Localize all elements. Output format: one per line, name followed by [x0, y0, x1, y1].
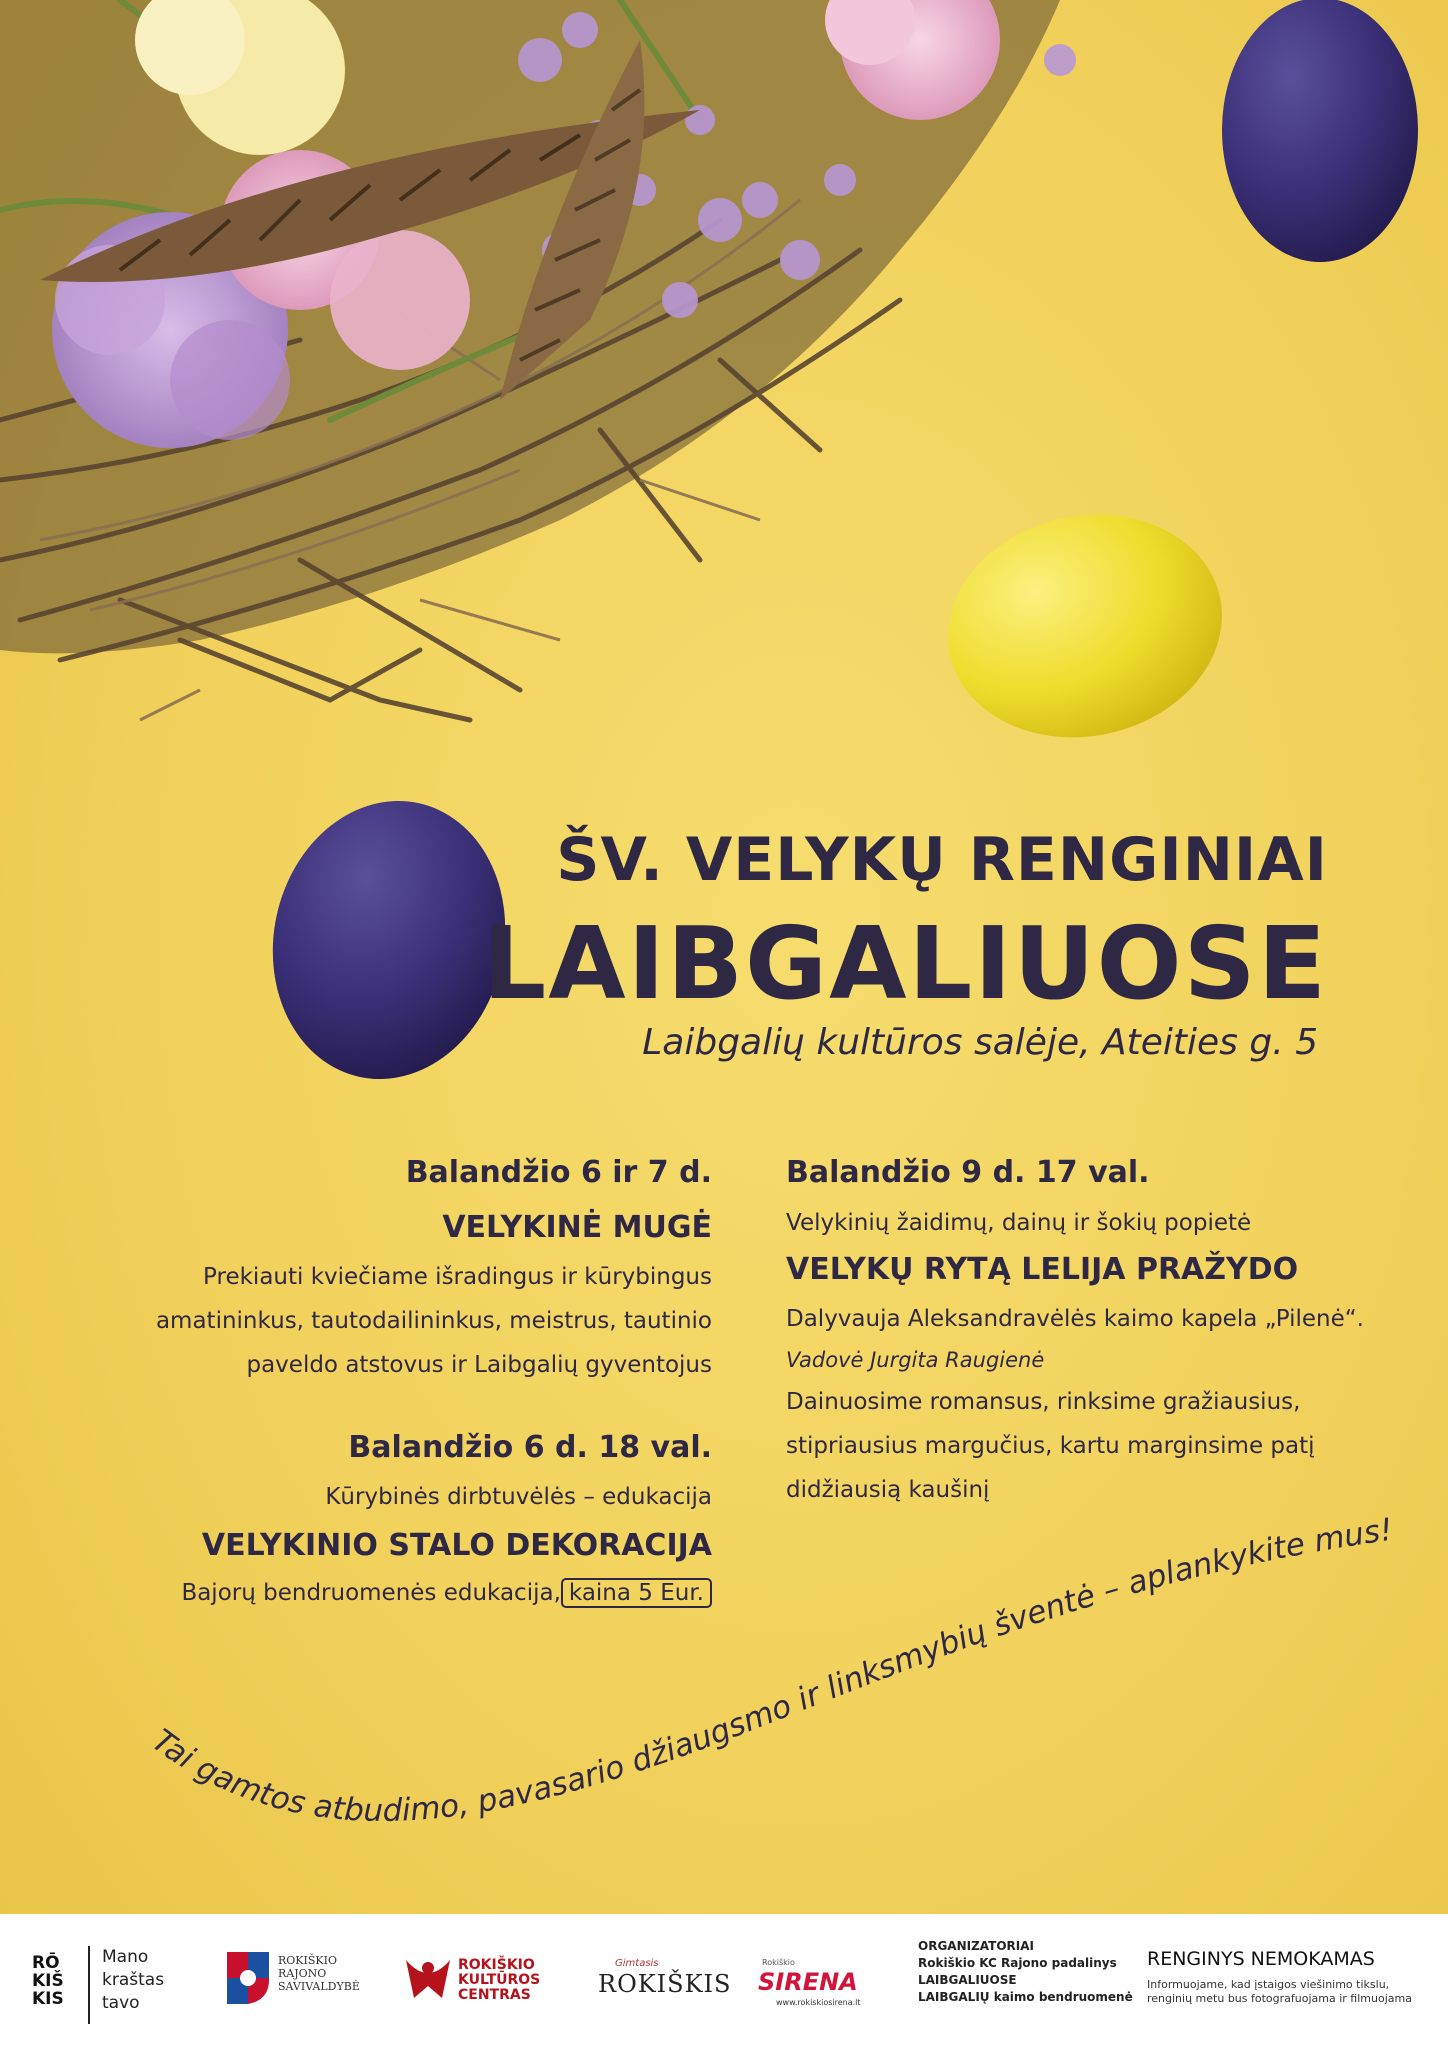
- text-line: paveldo atstovus ir Laibgalių gyventojus: [246, 1352, 712, 1378]
- event-description: [100, 1255, 712, 1387]
- sirena-logo: SIRENA: [758, 1968, 858, 1996]
- text-line: amatininkus, tautodailininkus, meistrus, tautinio: [155, 1308, 712, 1334]
- gimtasis-rokiskis-logo: ROKIŠKIS: [598, 1970, 732, 1998]
- organizers-line: Rokiškio KC Rajono padalinys: [918, 1956, 1117, 1970]
- coat-of-arms-icon: [225, 1950, 271, 2006]
- text-line: Prekiauti kviečiame išradingus ir kūrybingus: [203, 1264, 712, 1290]
- free-event-title: RENGINYS NEMOKAMAS: [1147, 1948, 1375, 1970]
- logo-tagline: [102, 1946, 164, 2015]
- logo-line: SAVIVALDYBĖ: [278, 1980, 360, 1993]
- sirena-url: www.rokiskiosirena.lt: [776, 1998, 861, 2007]
- organizers-line: ORGANIZATORIAI: [918, 1939, 1034, 1953]
- note-line: Informuojame, kad įstaigos viešinimo tikslu,: [1147, 1978, 1390, 1991]
- page-title-location: LAIBGALIUOSE: [482, 905, 1328, 1022]
- divider: [88, 1946, 90, 2024]
- svg-text:Tai gamtos atbudimo, pavasario: [145, 1512, 1395, 1829]
- event-date: Balandžio 9 d. 17 val.: [786, 1155, 1150, 1190]
- culture-center-icon: [402, 1956, 454, 2002]
- event-title: VELYKŲ RYTĄ LELIJA PRAŽYDO: [786, 1252, 1299, 1287]
- tagline-line: kraštas: [102, 1970, 165, 1990]
- event-description: [786, 1380, 1386, 1512]
- page-title: ŠV. VELYKŲ RENGINIAI: [556, 825, 1328, 895]
- gimtasis-label: Gimtasis: [615, 1958, 659, 1969]
- logo-line: KULTŪROS: [458, 1972, 541, 1988]
- tagline-line: tavo: [102, 1993, 140, 2013]
- venue-text: Laibgalių kultūros salėje, Ateities g. 5: [642, 1022, 1318, 1063]
- culture-center-logo: [458, 1958, 540, 2003]
- organizers: [918, 1938, 1133, 2006]
- event-subtitle: Velykinių žaidimų, dainų ir šokių popietė: [786, 1210, 1252, 1236]
- rokiskis-logo: RŌ KIŠ KIS: [32, 1953, 64, 2009]
- event-date: Balandžio 6 d. 18 val.: [348, 1430, 712, 1465]
- logo-line: ROKIŠKIO: [458, 1957, 535, 1973]
- organizers-line: LAIBGALIŲ kaimo bendruomenė: [918, 1990, 1133, 2004]
- text-line: stipriausius margučius, kartu marginsime patį: [786, 1433, 1315, 1459]
- event-text: Dalyvauja Aleksandravėlės kaimo kapela „Pilenė“.: [786, 1306, 1364, 1332]
- event-title: VELYKINIO STALO DEKORACIJA: [201, 1528, 712, 1563]
- municipality-logo: [278, 1954, 360, 1993]
- slogan-text: Tai gamtos atbudimo, pavasario džiaugsmo ir linksmybių šventė – aplankykite mus!: [145, 1511, 1395, 1830]
- logo-line: RAJONO: [278, 1967, 327, 1980]
- sirena-small: Rokiškio: [762, 1958, 795, 1967]
- text-line: Dainuosime romansus, rinksime gražiausius,: [786, 1389, 1301, 1415]
- logo-line: CENTRAS: [458, 1987, 531, 2003]
- text-line: Bajorų bendruomenės edukacija,: [181, 1580, 561, 1606]
- event-leader: Vadovė Jurgita Raugienė: [786, 1348, 1045, 1372]
- event-title: VELYKINĖ MUGĖ: [442, 1210, 712, 1245]
- logo-line: ROKIŠKIO: [278, 1954, 337, 1967]
- event-date: Balandžio 6 ir 7 d.: [405, 1155, 712, 1190]
- organizers-line: LAIBGALIUOSE: [918, 1973, 1017, 1987]
- free-event-note: [1147, 1978, 1412, 2006]
- footer: [0, 1914, 1448, 2048]
- price-badge: kaina 5 Eur.: [561, 1578, 712, 1608]
- slogan-curve: [0, 1500, 1448, 1900]
- event-subtitle: Kūrybinės dirbtuvėlės – edukacija: [325, 1484, 712, 1510]
- tagline-line: Mano: [102, 1947, 149, 1967]
- note-line: renginių metu bus fotografuojama ir filmuojama: [1147, 1992, 1412, 2005]
- text-line: didžiausią kaušinį: [786, 1477, 990, 1503]
